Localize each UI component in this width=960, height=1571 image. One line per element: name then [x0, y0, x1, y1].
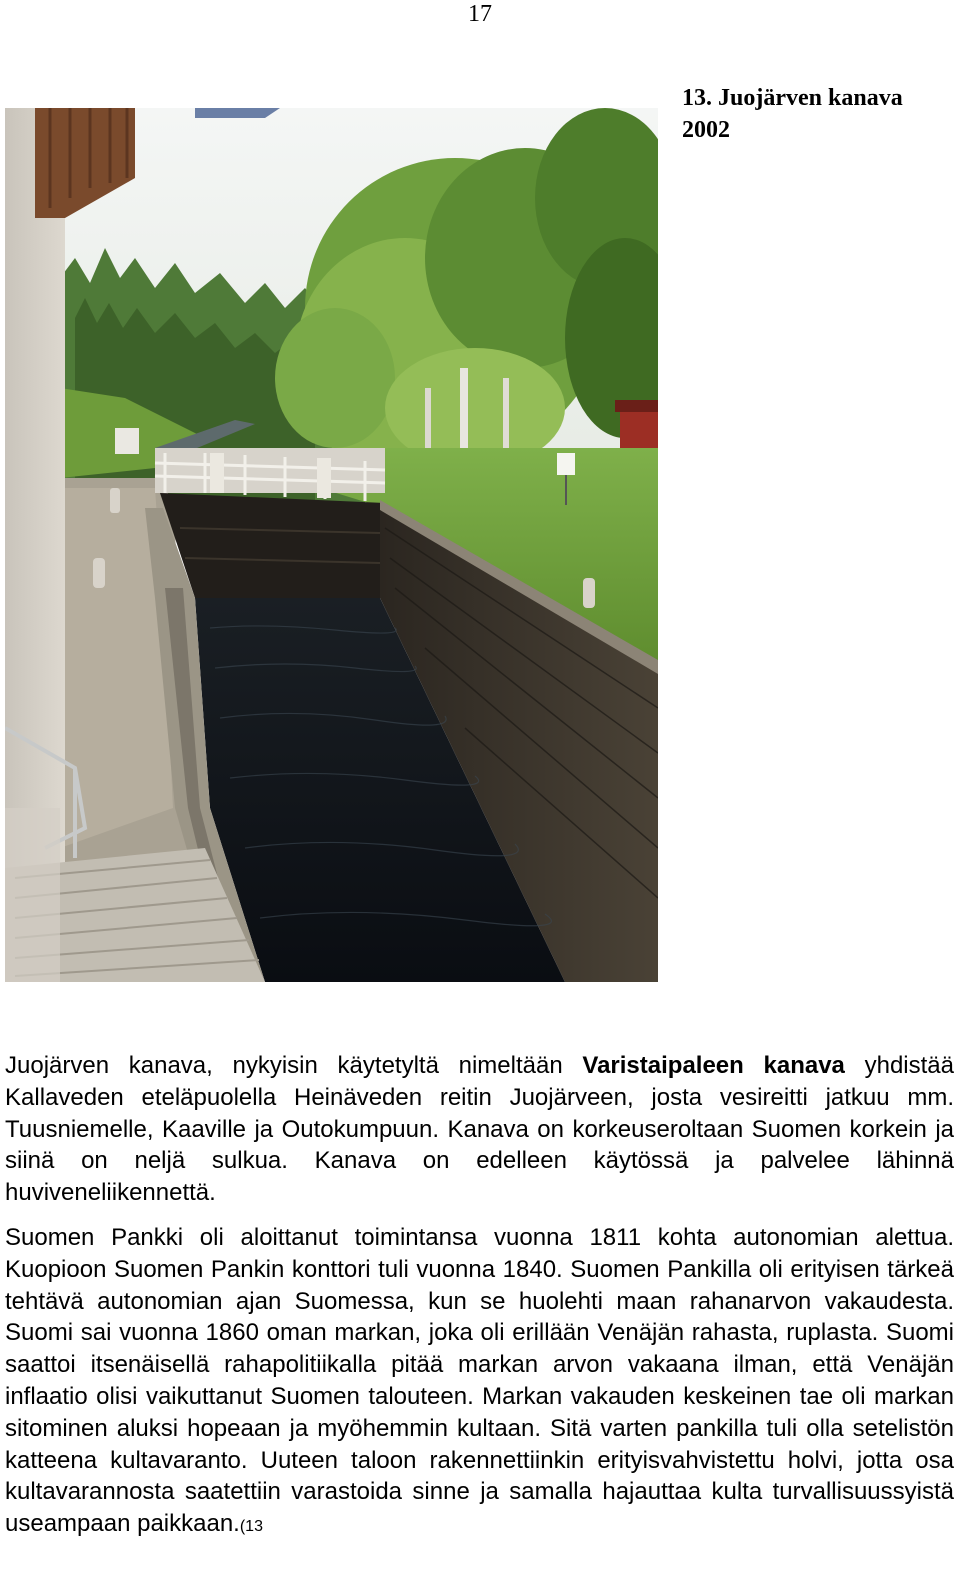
- canal-name-bold: Varistaipaleen kanava: [582, 1052, 845, 1079]
- caption-year: 2002: [682, 117, 730, 143]
- paragraph-canal: [5, 1050, 954, 1209]
- paragraph-canal-text-a: Juojärven kanava, nykyisin käytetyltä nimeltään: [5, 1052, 583, 1079]
- paragraph-canal-text-b: yhdistää Kallaveden eteläpuolella Heinäveden reitin Juojärveen, josta vesireitti jatkuu mm. Tuusniemelle, Kaaville ja Outokumpuun. Kanava on korkeuseroltaan Suomen korkein ja siinä on neljä sulkua. Kanava on edelleen käytössä ja palvelee lähinnä huviveneliikennettä.: [5, 1052, 955, 1207]
- paragraph-bank: [5, 1222, 954, 1543]
- paragraph-bank-text: Suomen Pankki oli aloittanut toimintansa vuonna 1811 kohta autonomian alettua. Kuopioon Suomen Pankin konttori tuli vuonna 1840. Suomen Pankilla oli erityisen tärkeä tehtävä autonomian ajan Suomessa, kun se huolehti maan rahanarvon vakaudesta. Suomi sai vuonna 1860 oman markan, joka oli erillään Venäjän rahasta, ruplasta. Suomi saattoi itsenäisellä rahapolitiikalla pitää markan arvon vakaana ilman, että Venäjän inflaatio olisi vaikuttanut Suomen talouteen. Markan vakauden keskeinen tae oli markan sitominen aluksi hopeaan ja myöhemmin kultaan. Sitä varten pankilla tuli olla setelistön katteena kultavaranto. Uuteen taloon rakennettiinkin erityisvahvistettu holvi, jotta osa kultavarannosta saatettiin varastoida sinne ja samalla hajauttaa kulta turvallisuussyistä useampaan paikkaan.: [5, 1223, 954, 1538]
- canal-lock-photo: [5, 108, 658, 982]
- photo-caption: [682, 82, 903, 146]
- page-number: 17: [468, 1, 492, 27]
- body-text: [5, 1050, 954, 1543]
- caption-title: 13. Juojärven kanava: [682, 85, 903, 111]
- footnote-marker: (13: [239, 1518, 263, 1536]
